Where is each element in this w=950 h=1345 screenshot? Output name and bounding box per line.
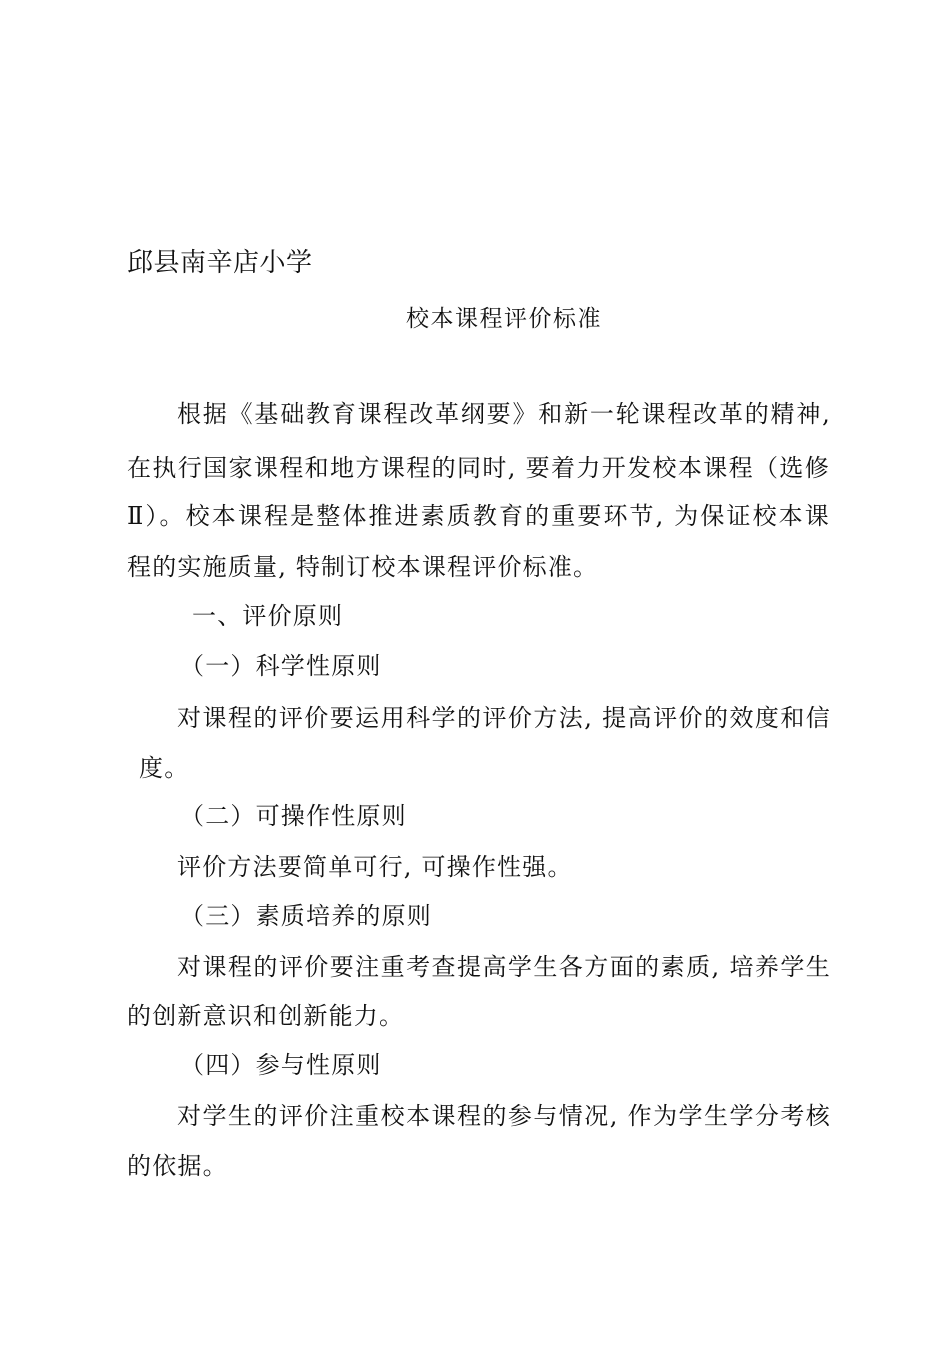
document-title: 校本课程评价标准: [406, 306, 602, 332]
principle-text-line: 评价方法要简单可行, 可操作性强。: [177, 853, 573, 881]
principle-text-line: 的创新意识和创新能力。: [127, 1002, 405, 1030]
principle-heading: （四）参与性原则: [180, 1051, 382, 1079]
principle-text-line: 对学生的评价注重校本课程的参与情况, 作为学生学分考核: [177, 1102, 831, 1130]
school-name: 邱县南辛店小学: [127, 248, 313, 278]
principle-heading: （二）可操作性原则: [180, 802, 407, 830]
intro-paragraph-line: 根据《基础教育课程改革纲要》和新一轮课程改革的精神,: [177, 400, 831, 428]
intro-paragraph-line: 程的实施质量, 特制订校本课程评价标准。: [127, 553, 599, 581]
principle-heading: （一）科学性原则: [180, 652, 382, 680]
principle-text-line: 度。: [139, 754, 190, 782]
principle-text-line: 对课程的评价要运用科学的评价方法, 提高评价的效度和信: [177, 704, 831, 732]
principle-text-line: 的依据。: [127, 1152, 228, 1180]
intro-paragraph-line: Ⅱ）。校本课程是整体推进素质教育的重要环节, 为保证校本课: [127, 502, 830, 530]
principle-heading: （三）素质培养的原则: [180, 902, 432, 930]
section-heading: 一、评价原则: [192, 602, 344, 630]
intro-paragraph-line: 在执行国家课程和地方课程的同时, 要着力开发校本课程（选修: [127, 454, 830, 482]
principle-text-line: 对课程的评价要注重考查提高学生各方面的素质, 培养学生: [177, 953, 831, 981]
